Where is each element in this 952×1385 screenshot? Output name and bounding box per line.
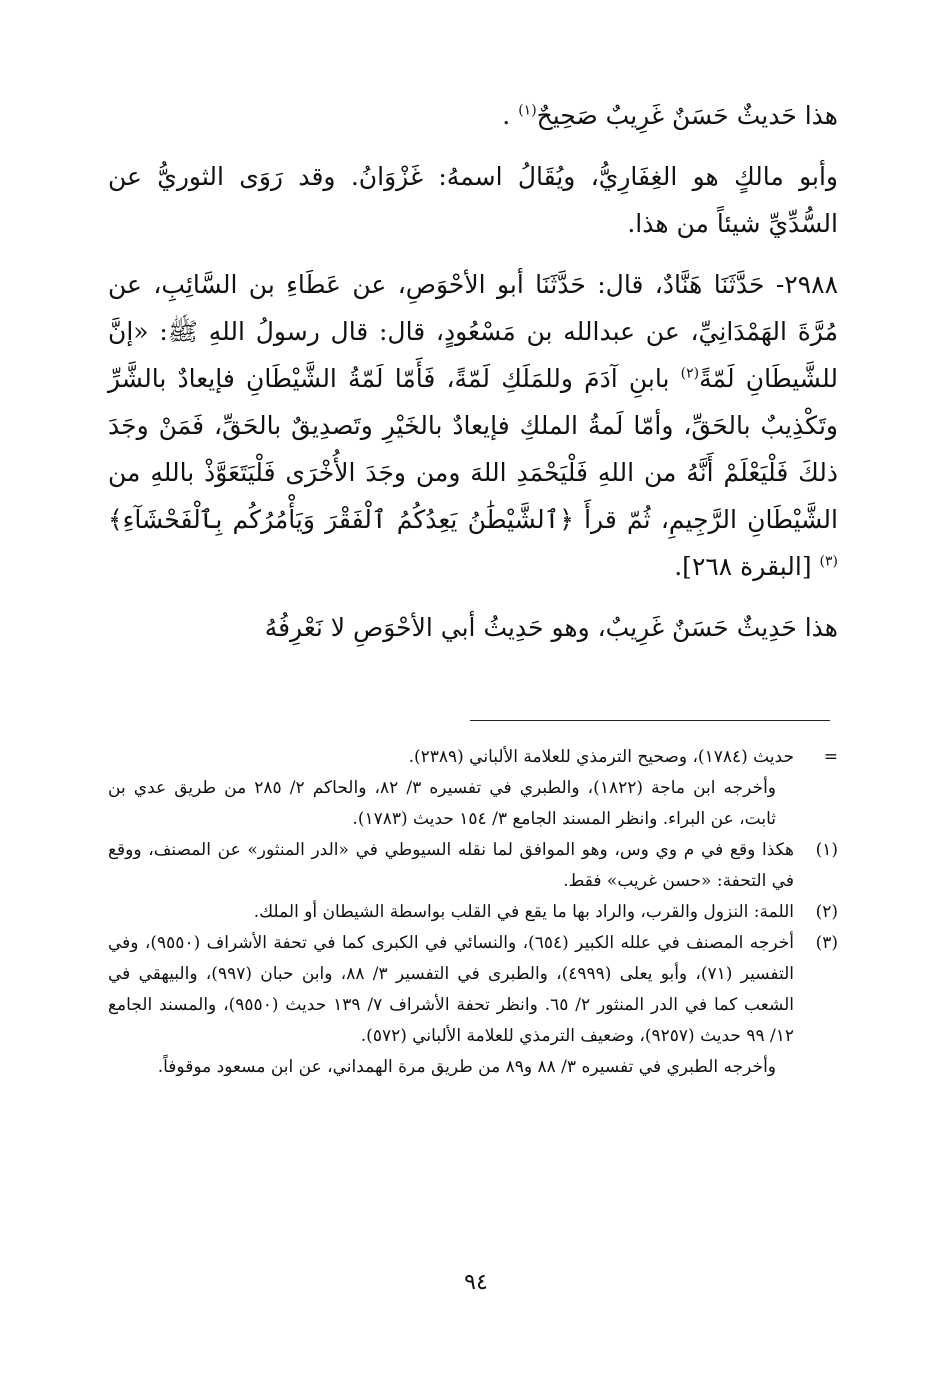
- paragraph-hadith-grading: [108, 92, 838, 139]
- main-text: [108, 92, 838, 665]
- continuation-marker: =: [823, 747, 838, 767]
- page-number: ٩٤: [464, 1270, 488, 1295]
- grading-text: هذا حَديثٌ حَسَنٌ غَرِيبٌ صَحِيحٌ: [536, 101, 838, 130]
- footnote-continued-paragraph-text: وأخرجه ابن ماجة (١٨٢٢)، والطبري في تفسيره ٣/ ٨٢، والحاكم ٢/ ٢٨٥ من طريق عدي بن ثابت، عن البراء. وانظر المسند الجامع ٣/ ١٥٤ حديث (١٧٨٣).: [108, 778, 776, 829]
- paragraph-hadith-2988: [108, 261, 838, 590]
- footnote-ref-3: (٣): [819, 553, 838, 570]
- hadith-text-part-2: بابنِ آدَمَ وللمَلَكِ لَمّةً، فَأَمّا لَمّةُ الشَّيْطَانِ فإيعادٌ بالشَّرِّ وتَكْذِيبٌ بالحَقِّ، وأمّا لَمةُ الملكِ فإيعادٌ بالخَيْرِ وتَصدِيقٌ بالحَقِّ، فَمَنْ وجَدَ ذلكَ فَلْيَعْلَمْ أَنَّهُ من اللهِ فَلْيَحْمَدِ اللهَ ومن وجَدَ الأُخْرَى فَلْيَتَعَوَّذْ باللهِ من الشَّيْطَانِ الرَّجِيمِ، ثُمّ قرأَ ﴿ٱلشَّيْطَٰنُ يَعِدُكُمُ ٱلْفَقْرَ وَيَأْمُرُكُم بِٱلْفَحْشَآءِ﴾: [108, 364, 838, 534]
- footnote-3-marker: (٣): [815, 933, 838, 953]
- footnote-3-text: أخرجه المصنف في علله الكبير (٦٥٤)، والنسائي في الكبرى كما في تحفة الأشراف (٩٥٥٠)، وفي التفسير (٧١)، وأبو يعلى (٤٩٩٩)، والطبرى في التفسير ٣/ ٨٨، وابن حبان (٩٩٧)، والبيهقي في الشعب كما في الدر المنثور ٢/ ٦٥. وانظر تحفة الأشراف ٧/ ١٣٩ حديث (٩٥٥٠)، والمسند الجامع ١٢/ ٩٩ حديث (٩٢٥٧)، وضعيف الترمذي للعلامة الألباني (٥٧٢).: [108, 933, 795, 1046]
- footnote-3-continued: [108, 1052, 838, 1083]
- footnote-3-continued-text: وأخرجه الطبري في تفسيره ٣/ ٨٨ و٨٩ من طريق مرة الهمداني، عن ابن مسعود موقوفاً.: [157, 1057, 776, 1077]
- footnote-2: [108, 897, 838, 928]
- footnote-1-text: هكذا وقع في م وي وس، وهو الموافق لما نقله السيوطي في «الدر المنثور» عن المصنف، ووقع في التحفة: «حسن غريب» فقط.: [108, 840, 794, 891]
- grading-end: .: [502, 101, 519, 130]
- footnote-2-text: اللمة: النزول والقرب، والراد بها ما يقع في القلب بواسطة الشيطان أو الملك.: [253, 902, 794, 922]
- hadith-text-part-1: ٢٩٨٨- حَدَّثَنَا هَنَّادٌ، قال: حَدَّثَنَا أبو الأحْوَصِ، عن عَطَاءِ بن السَّائِبِ، عن مُرَّةَ الهَمْدَانِيِّ، عن عبدالله بن مَسْعُودٍ، قال: قال رسولُ اللهِ ﷺ: «إنَّ للشَّيطَانِ لَمّةً: [108, 270, 838, 393]
- footnotes: [108, 742, 838, 1083]
- footnote-continued: [108, 742, 838, 773]
- footnote-ref-2: (٢): [680, 365, 700, 382]
- footnote-ref-1: (١): [518, 102, 537, 119]
- footnote-continued-text: حديث (١٧٨٤)، وصحيح الترمذي للعلامة الألباني (٢٣٨٩).: [408, 747, 794, 767]
- footnote-2-marker: (٢): [815, 902, 838, 922]
- paragraph-grading-2: هذا حَدِيثٌ حَسَنٌ غَرِيبٌ، وهو حَدِيثُ أبي الأحْوَصِ لا نَعْرِفُهُ: [264, 613, 838, 642]
- paragraph-narrator-note: وأبو مالكٍ هو الغِفَارِيُّ، ويُقَالُ اسمهُ: غَزْوَانُ. وقد رَوَى الثوريُّ عن السُّدِّيِّ شيئاً من هذا.: [108, 162, 838, 238]
- hadith-text-part-3: [البقرة ٢٦٨].: [674, 552, 820, 581]
- footnote-3: [108, 928, 838, 1052]
- footnote-continued-paragraph: [108, 773, 838, 835]
- footnote-divider: [470, 720, 830, 721]
- footnote-1-marker: (١): [815, 840, 838, 860]
- footnote-1: [108, 835, 838, 897]
